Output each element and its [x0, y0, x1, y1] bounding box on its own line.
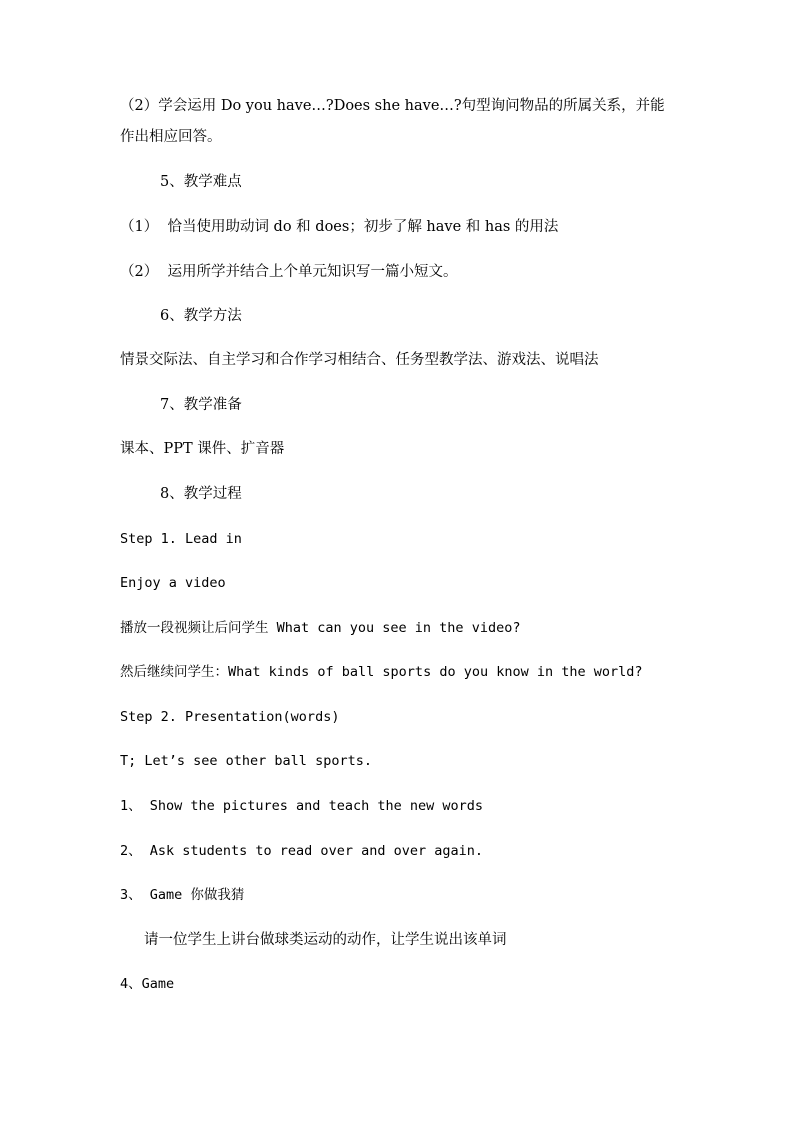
objective-2-line-2: 作出相应回答。 — [120, 129, 222, 145]
section-heading-preparation: 7、教学准备 — [160, 397, 242, 413]
objective-2-line-1: （2）学会运用 Do you have…?Does she have…?句型询问物品的所属关系，并能 — [120, 98, 665, 114]
step-2-item-3: 3、 Game 你做我猜 — [120, 887, 245, 903]
preparation-text: 课本、PPT 课件、扩音器 — [120, 441, 285, 457]
step-2-teacher-line: T; Let’s see other ball sports. — [120, 753, 372, 769]
step-2-item-2: 2、 Ask students to read over and over again. — [120, 843, 483, 859]
step-2-item-4: 4、Game — [120, 976, 175, 992]
step-1-activity: Enjoy a video — [120, 575, 226, 591]
step-1-heading: Step 1. Lead in — [120, 531, 242, 547]
difficulty-item-1: （1） 恰当使用助动词 do 和 does；初步了解 have 和 has 的用法 — [120, 219, 559, 235]
step-1-question-1: 播放一段视频让后问学生 What can you see in the video? — [120, 620, 521, 636]
section-heading-difficulties: 5、教学难点 — [160, 174, 242, 190]
section-heading-process: 8、教学过程 — [160, 486, 242, 502]
methods-text: 情景交际法、自主学习和合作学习相结合、任务型教学法、游戏法、说唱法 — [120, 352, 599, 368]
step-2-heading: Step 2. Presentation(words) — [120, 709, 340, 725]
section-heading-methods: 6、教学方法 — [160, 308, 242, 324]
step-2-item-3-detail: 请一位学生上讲台做球类运动的动作，让学生说出该单词 — [144, 932, 507, 948]
difficulty-item-2: （2） 运用所学并结合上个单元知识写一篇小短文。 — [120, 264, 458, 280]
step-1-question-2: 然后继续问学生：What kinds of ball sports do you know in the world? — [120, 664, 643, 680]
step-2-item-1: 1、 Show the pictures and teach the new words — [120, 798, 483, 814]
